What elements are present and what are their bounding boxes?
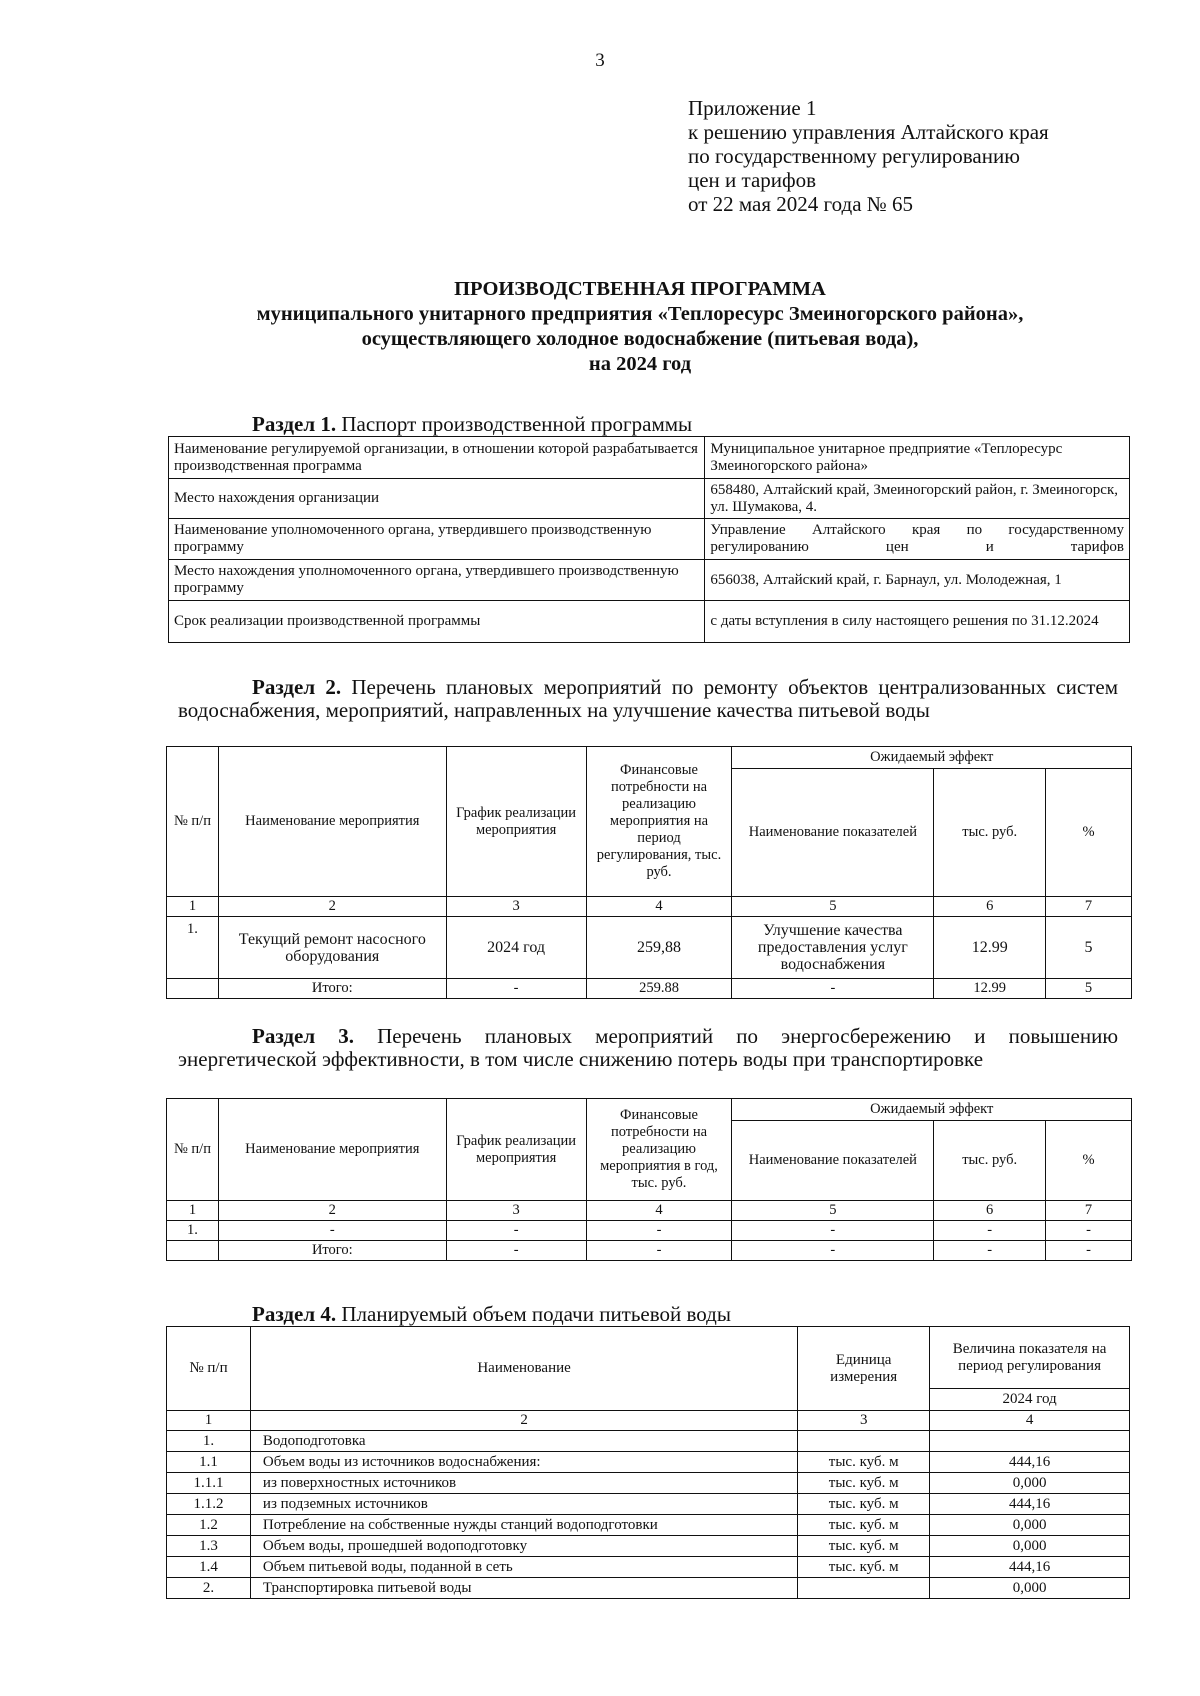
row-name: Транспортировка питьевой воды bbox=[250, 1578, 797, 1599]
total-indicator: - bbox=[732, 1241, 934, 1261]
table-header-row bbox=[167, 1099, 1132, 1121]
page-number: 3 bbox=[595, 50, 605, 71]
col-number: 7 bbox=[1046, 1201, 1132, 1221]
table-header-row bbox=[167, 747, 1132, 769]
row-value bbox=[930, 1431, 1130, 1452]
col-number: 1 bbox=[167, 1201, 219, 1221]
annex-line: цен и тарифов bbox=[688, 168, 817, 192]
header-finance: Финансовые потребности на реализацию мероприятия в год, тыс. руб. bbox=[586, 1099, 732, 1201]
header-num: № п/п bbox=[167, 1327, 251, 1411]
passport-value: 656038, Алтайский край, г. Барнаул, ул. Молодежная, 1 bbox=[705, 560, 1130, 601]
row-name: Потребление на собственные нужды станций водоподготовки bbox=[250, 1515, 797, 1536]
table-row bbox=[167, 1578, 1130, 1599]
column-number-row bbox=[167, 1201, 1132, 1221]
row-unit bbox=[798, 1431, 930, 1452]
column-number-row bbox=[167, 897, 1132, 917]
header-name: Наименование мероприятия bbox=[218, 1099, 446, 1201]
row-name: из поверхностных источников bbox=[250, 1473, 797, 1494]
row-value: 0,000 bbox=[930, 1536, 1130, 1557]
total-label: Итого: bbox=[218, 979, 446, 999]
table-row bbox=[167, 1473, 1130, 1494]
total-percent: 5 bbox=[1046, 979, 1132, 999]
row-num: 2. bbox=[167, 1578, 251, 1599]
section4-label: Раздел 4. bbox=[252, 1302, 337, 1326]
table-row bbox=[167, 1452, 1130, 1473]
header-num: № п/п bbox=[167, 1099, 219, 1201]
passport-name: Место нахождения уполномоченного органа, утвердившего производственную программу bbox=[169, 560, 705, 601]
passport-name: Наименование уполномоченного органа, утвердившего производственную программу bbox=[169, 519, 705, 560]
title-line: муниципального унитарного предприятия «Теплоресурс Змеиногорского района», bbox=[256, 303, 1024, 325]
repair-measures-table bbox=[166, 746, 1132, 999]
table-row bbox=[169, 479, 1130, 519]
total-finance: 259.88 bbox=[586, 979, 732, 999]
row-finance: - bbox=[586, 1221, 732, 1241]
section3-heading bbox=[178, 1025, 1118, 1071]
passport-value: с даты вступления в силу настоящего решения по 31.12.2024 bbox=[705, 601, 1130, 643]
row-value: 0,000 bbox=[930, 1473, 1130, 1494]
total-empty-cell bbox=[167, 979, 219, 999]
table-row bbox=[169, 601, 1130, 643]
section1-label: Раздел 1. bbox=[252, 412, 337, 436]
row-schedule: 2024 год bbox=[446, 917, 586, 979]
section3-title: Перечень плановых мероприятий по энергосбережению и повышению энергетической эффективности, в том числе снижению потерь воды при транспортировке bbox=[178, 1024, 1119, 1071]
row-name: Объем воды из источников водоснабжения: bbox=[250, 1452, 797, 1473]
header-percent: % bbox=[1046, 769, 1132, 897]
row-value: 444,16 bbox=[930, 1494, 1130, 1515]
header-finance: Финансовые потребности на реализацию мероприятия на период регулирования, тыс. руб. bbox=[586, 747, 732, 897]
row-value: 444,16 bbox=[930, 1452, 1130, 1473]
header-year: 2024 год bbox=[930, 1389, 1130, 1411]
row-unit bbox=[798, 1578, 930, 1599]
total-schedule: - bbox=[446, 1241, 586, 1261]
header-effect: Ожидаемый эффект bbox=[732, 1099, 1132, 1121]
col-number: 6 bbox=[934, 897, 1046, 917]
passport-name: Наименование регулируемой организации, в отношении которой разрабатывается производственная программа bbox=[169, 437, 705, 479]
row-finance: 259,88 bbox=[586, 917, 732, 979]
total-indicator: - bbox=[732, 979, 934, 999]
section1-title: Паспорт производственной программы bbox=[341, 412, 693, 436]
table-row bbox=[167, 1557, 1130, 1578]
section2-title: Перечень плановых мероприятий по ремонту объектов централизованных систем водоснабжения, мероприятий, направленных на улучшение качества питьевой воды bbox=[178, 675, 1118, 722]
header-unit: Единица измерения bbox=[798, 1327, 930, 1411]
row-num: 1. bbox=[167, 1431, 251, 1452]
table-row bbox=[169, 560, 1130, 601]
section1-heading bbox=[252, 412, 692, 437]
col-number: 2 bbox=[218, 1201, 446, 1221]
passport-name: Срок реализации производственной программы bbox=[169, 601, 705, 643]
row-name: Водоподготовка bbox=[250, 1431, 797, 1452]
col-number: 3 bbox=[798, 1411, 930, 1431]
table-row bbox=[167, 917, 1132, 979]
annex-line: по государственному регулированию bbox=[688, 144, 1020, 168]
document-title bbox=[130, 277, 1150, 377]
table-row bbox=[167, 1515, 1130, 1536]
passport-value: Муниципальное унитарное предприятие «Теплоресурс Змеиногорского района» bbox=[705, 437, 1130, 479]
passport-value: Управление Алтайского края по государственному регулированию цен и тарифов bbox=[705, 519, 1130, 560]
col-number: 2 bbox=[218, 897, 446, 917]
table-row bbox=[167, 1221, 1132, 1241]
total-row bbox=[167, 979, 1132, 999]
section4-heading bbox=[252, 1302, 731, 1327]
col-number: 7 bbox=[1046, 897, 1132, 917]
passport-table bbox=[168, 436, 1130, 643]
annex-line: Приложение 1 bbox=[688, 96, 817, 120]
row-unit: тыс. куб. м bbox=[798, 1557, 930, 1578]
total-label: Итого: bbox=[218, 1241, 446, 1261]
row-num: 1. bbox=[167, 1221, 219, 1241]
table-row bbox=[167, 1494, 1130, 1515]
table-row bbox=[167, 1536, 1130, 1557]
row-thous: 12.99 bbox=[934, 917, 1046, 979]
row-num: 1.2 bbox=[167, 1515, 251, 1536]
total-finance: - bbox=[586, 1241, 732, 1261]
row-percent: - bbox=[1046, 1221, 1132, 1241]
row-num: 1.1 bbox=[167, 1452, 251, 1473]
col-number: 1 bbox=[167, 1411, 251, 1431]
row-percent: 5 bbox=[1046, 917, 1132, 979]
section2-heading bbox=[178, 676, 1118, 722]
row-unit: тыс. куб. м bbox=[798, 1452, 930, 1473]
total-row bbox=[167, 1241, 1132, 1261]
column-number-row bbox=[167, 1411, 1130, 1431]
row-name: Текущий ремонт насосного оборудования bbox=[218, 917, 446, 979]
col-number: 6 bbox=[934, 1201, 1046, 1221]
annex-line: от 22 мая 2024 года № 65 bbox=[688, 192, 914, 216]
header-indicator: Наименование показателей bbox=[732, 769, 934, 897]
col-number: 5 bbox=[732, 897, 934, 917]
header-thous: тыс. руб. bbox=[934, 769, 1046, 897]
section2-label: Раздел 2. bbox=[252, 675, 342, 699]
total-thous: 12.99 bbox=[934, 979, 1046, 999]
row-value: 0,000 bbox=[930, 1515, 1130, 1536]
header-effect: Ожидаемый эффект bbox=[732, 747, 1132, 769]
header-percent: % bbox=[1046, 1121, 1132, 1201]
row-name: из подземных источников bbox=[250, 1494, 797, 1515]
annex-block bbox=[688, 96, 1049, 216]
row-name: Объем питьевой воды, поданной в сеть bbox=[250, 1557, 797, 1578]
row-unit: тыс. куб. м bbox=[798, 1515, 930, 1536]
passport-value: 658480, Алтайский край, Змеиногорский район, г. Змеиногорск, ул. Шумакова, 4. bbox=[705, 479, 1130, 519]
header-name: Наименование мероприятия bbox=[218, 747, 446, 897]
col-number: 3 bbox=[446, 897, 586, 917]
row-thous: - bbox=[934, 1221, 1046, 1241]
row-name: Объем воды, прошедшей водоподготовку bbox=[250, 1536, 797, 1557]
row-value: 444,16 bbox=[930, 1557, 1130, 1578]
row-unit: тыс. куб. м bbox=[798, 1494, 930, 1515]
section3-label: Раздел 3. bbox=[252, 1024, 354, 1048]
annex-line: к решению управления Алтайского края bbox=[688, 120, 1049, 144]
row-unit: тыс. куб. м bbox=[798, 1536, 930, 1557]
col-number: 4 bbox=[930, 1411, 1130, 1431]
table-row bbox=[169, 437, 1130, 479]
table-row bbox=[167, 1431, 1130, 1452]
col-number: 5 bbox=[732, 1201, 934, 1221]
header-num: № п/п bbox=[167, 747, 219, 897]
row-num: 1. bbox=[167, 917, 219, 979]
header-schedule: График реализации мероприятия bbox=[446, 747, 586, 897]
row-name: - bbox=[218, 1221, 446, 1241]
col-number: 2 bbox=[250, 1411, 797, 1431]
row-unit: тыс. куб. м bbox=[798, 1473, 930, 1494]
col-number: 3 bbox=[446, 1201, 586, 1221]
col-number: 4 bbox=[586, 1201, 732, 1221]
row-indicator: Улучшение качества предоставления услуг водоснабжения bbox=[732, 917, 934, 979]
row-indicator: - bbox=[732, 1221, 934, 1241]
header-thous: тыс. руб. bbox=[934, 1121, 1046, 1201]
total-empty-cell bbox=[167, 1241, 219, 1261]
title-line: осуществляющего холодное водоснабжение (питьевая вода), bbox=[361, 328, 919, 350]
total-thous: - bbox=[934, 1241, 1046, 1261]
table-header-row bbox=[167, 1327, 1130, 1389]
header-schedule: График реализации мероприятия bbox=[446, 1099, 586, 1201]
header-indicator: Наименование показателей bbox=[732, 1121, 934, 1201]
table-row bbox=[169, 519, 1130, 560]
row-value: 0,000 bbox=[930, 1578, 1130, 1599]
total-schedule: - bbox=[446, 979, 586, 999]
title-line: ПРОИЗВОДСТВЕННАЯ ПРОГРАММА bbox=[454, 278, 826, 300]
total-percent: - bbox=[1046, 1241, 1132, 1261]
passport-name: Место нахождения организации bbox=[169, 479, 705, 519]
row-num: 1.3 bbox=[167, 1536, 251, 1557]
header-value: Величина показателя на период регулирования bbox=[930, 1327, 1130, 1389]
row-num: 1.4 bbox=[167, 1557, 251, 1578]
row-num: 1.1.2 bbox=[167, 1494, 251, 1515]
section4-title: Планируемый объем подачи питьевой воды bbox=[341, 1302, 731, 1326]
col-number: 4 bbox=[586, 897, 732, 917]
row-schedule: - bbox=[446, 1221, 586, 1241]
col-number: 1 bbox=[167, 897, 219, 917]
header-name: Наименование bbox=[250, 1327, 797, 1411]
row-num: 1.1.1 bbox=[167, 1473, 251, 1494]
energy-saving-table bbox=[166, 1098, 1132, 1261]
water-supply-volume-table bbox=[166, 1326, 1130, 1599]
title-line: на 2024 год bbox=[588, 353, 692, 375]
